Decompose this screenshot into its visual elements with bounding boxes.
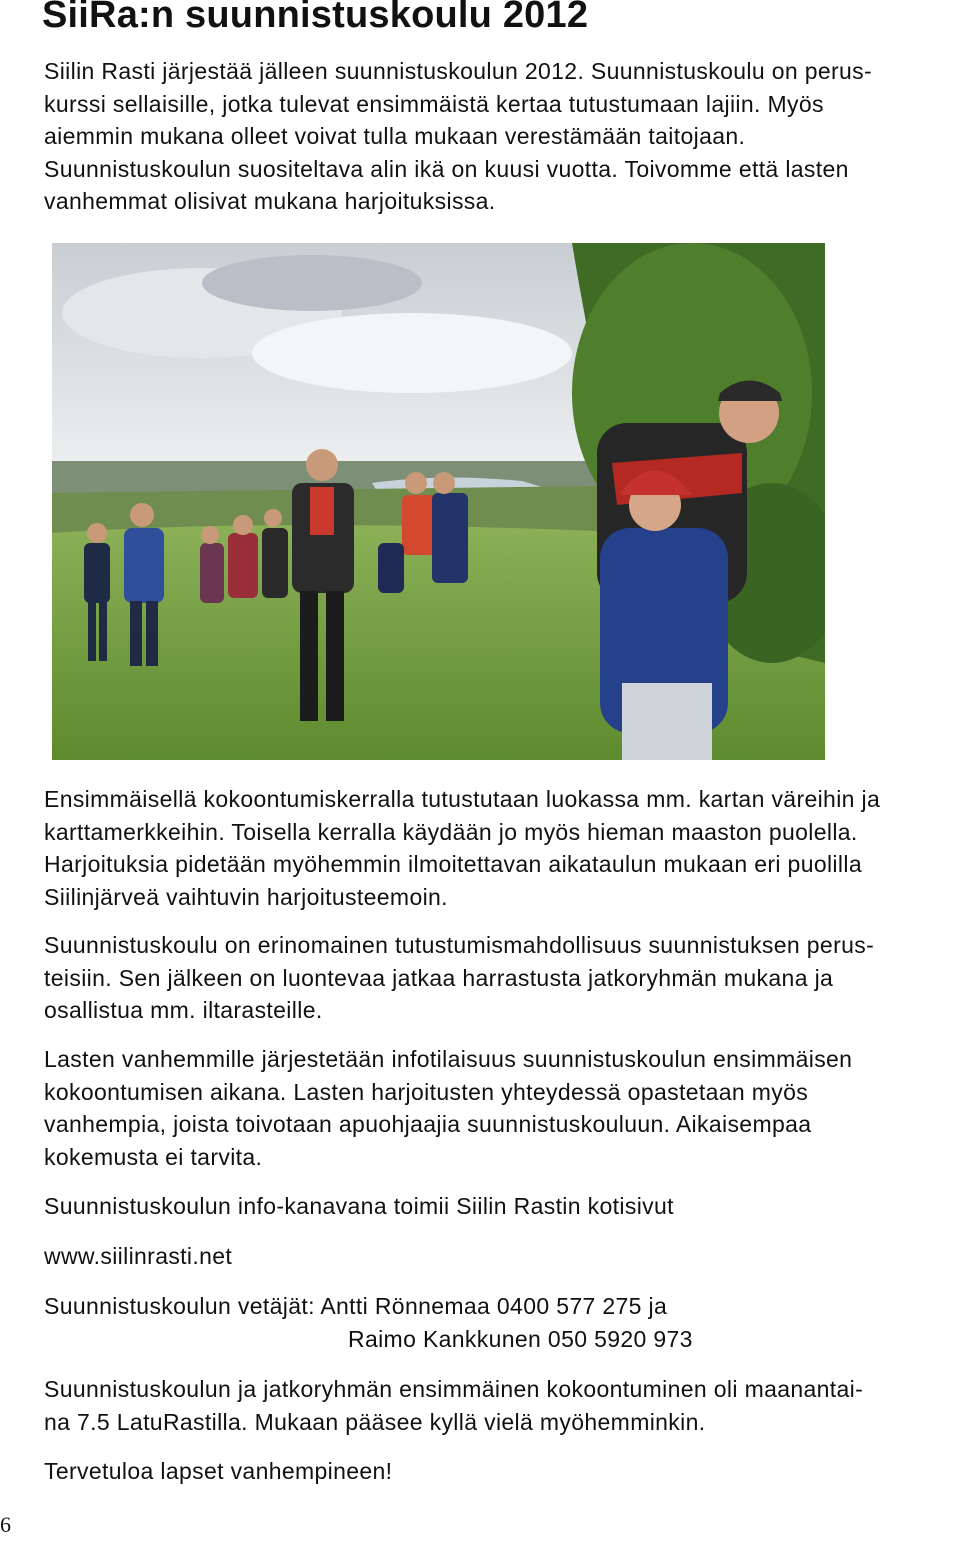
text-line: Ensimmäisellä kokoontumiskerralla tutustutaan luokassa mm. kartan väreihin ja: [44, 786, 881, 812]
intro-paragraph: [44, 55, 959, 218]
welcome-text: [44, 1455, 959, 1488]
text-line: Harjoituksia pidetään myöhemmin ilmoitettavan aikataulun mukaan eri puolilla: [44, 851, 862, 877]
first-meeting-paragraph: [44, 1373, 959, 1438]
text-line: vanhemmat olisivat mukana harjoituksissa.: [44, 188, 496, 214]
text-line: aiemmin mukana olleet voivat tulla mukaan verestämään taitojaan.: [44, 123, 746, 149]
website-link[interactable]: [44, 1240, 959, 1273]
text-line: Raimo Kankkunen 050 5920 973: [348, 1325, 693, 1352]
parents-paragraph: [44, 1043, 959, 1173]
text-line: teisiin. Sen jälkeen on luontevaa jatkaa harrastusta jatkoryhmän mukana ja: [44, 964, 834, 991]
text-line: Suunnistuskoulun vetäjät: Antti Rönnemaa 0400 577 275 ja: [44, 1293, 668, 1319]
orienteering-group-photo: [52, 243, 825, 760]
text-line: vanhempia, joista toivotaan apuohjaajia suunnistuskouluun. Aikaisempaa: [44, 1111, 812, 1137]
text-line: Siilin Rasti järjestää jälleen suunnistuskoulun 2012. Suunnistuskoulu on perus-: [44, 58, 873, 84]
website-url[interactable]: www.siilinrasti.net: [44, 1243, 233, 1269]
text-line: na 7.5 LatuRastilla. Mukaan pääsee kyllä vielä myöhemminkin.: [44, 1408, 706, 1435]
page-title: SiiRa:n suunnistuskoulu 2012: [42, 0, 589, 36]
leaders-paragraph: [44, 1290, 959, 1355]
training-paragraph: [44, 783, 959, 913]
text-line: Suunnistuskoulun info-kanavana toimii Siilin Rastin kotisivut: [44, 1193, 674, 1219]
text-line: Suunnistuskoulu on erinomainen tutustumismahdollisuus suunnistuksen perus-: [44, 932, 875, 958]
text-line: kokoontumisen aikana. Lasten harjoitusten yhteydessä opastetaan myös: [44, 1078, 809, 1105]
text-line: kokemusta ei tarvita.: [44, 1143, 263, 1170]
text-line: Suunnistuskoulun suositeltava alin ikä on kuusi vuotta. Toivomme että lasten: [44, 155, 849, 182]
text-line: karttamerkkeihin. Toisella kerralla käydään jo myös hieman maaston puolella.: [44, 818, 858, 845]
info-channel-text: [44, 1190, 959, 1223]
text-line: kurssi sellaisille, jotka tulevat ensimmäistä kertaa tutustumaan lajiin. Myös: [44, 90, 824, 117]
text-line: Siilinjärveä vaihtuvin harjoitusteemoin.: [44, 883, 448, 910]
text-line: Lasten vanhemmille järjestetään infotilaisuus suunnistuskoulun ensimmäisen: [44, 1046, 853, 1072]
text-line: Suunnistuskoulun ja jatkoryhmän ensimmäinen kokoontuminen oli maanantai-: [44, 1376, 864, 1402]
text-line: osallistua mm. iltarasteille.: [44, 997, 323, 1023]
page-number: 6: [0, 1512, 11, 1537]
text-line: Tervetuloa lapset vanhempineen!: [44, 1458, 393, 1484]
benefits-paragraph: [44, 929, 959, 1027]
